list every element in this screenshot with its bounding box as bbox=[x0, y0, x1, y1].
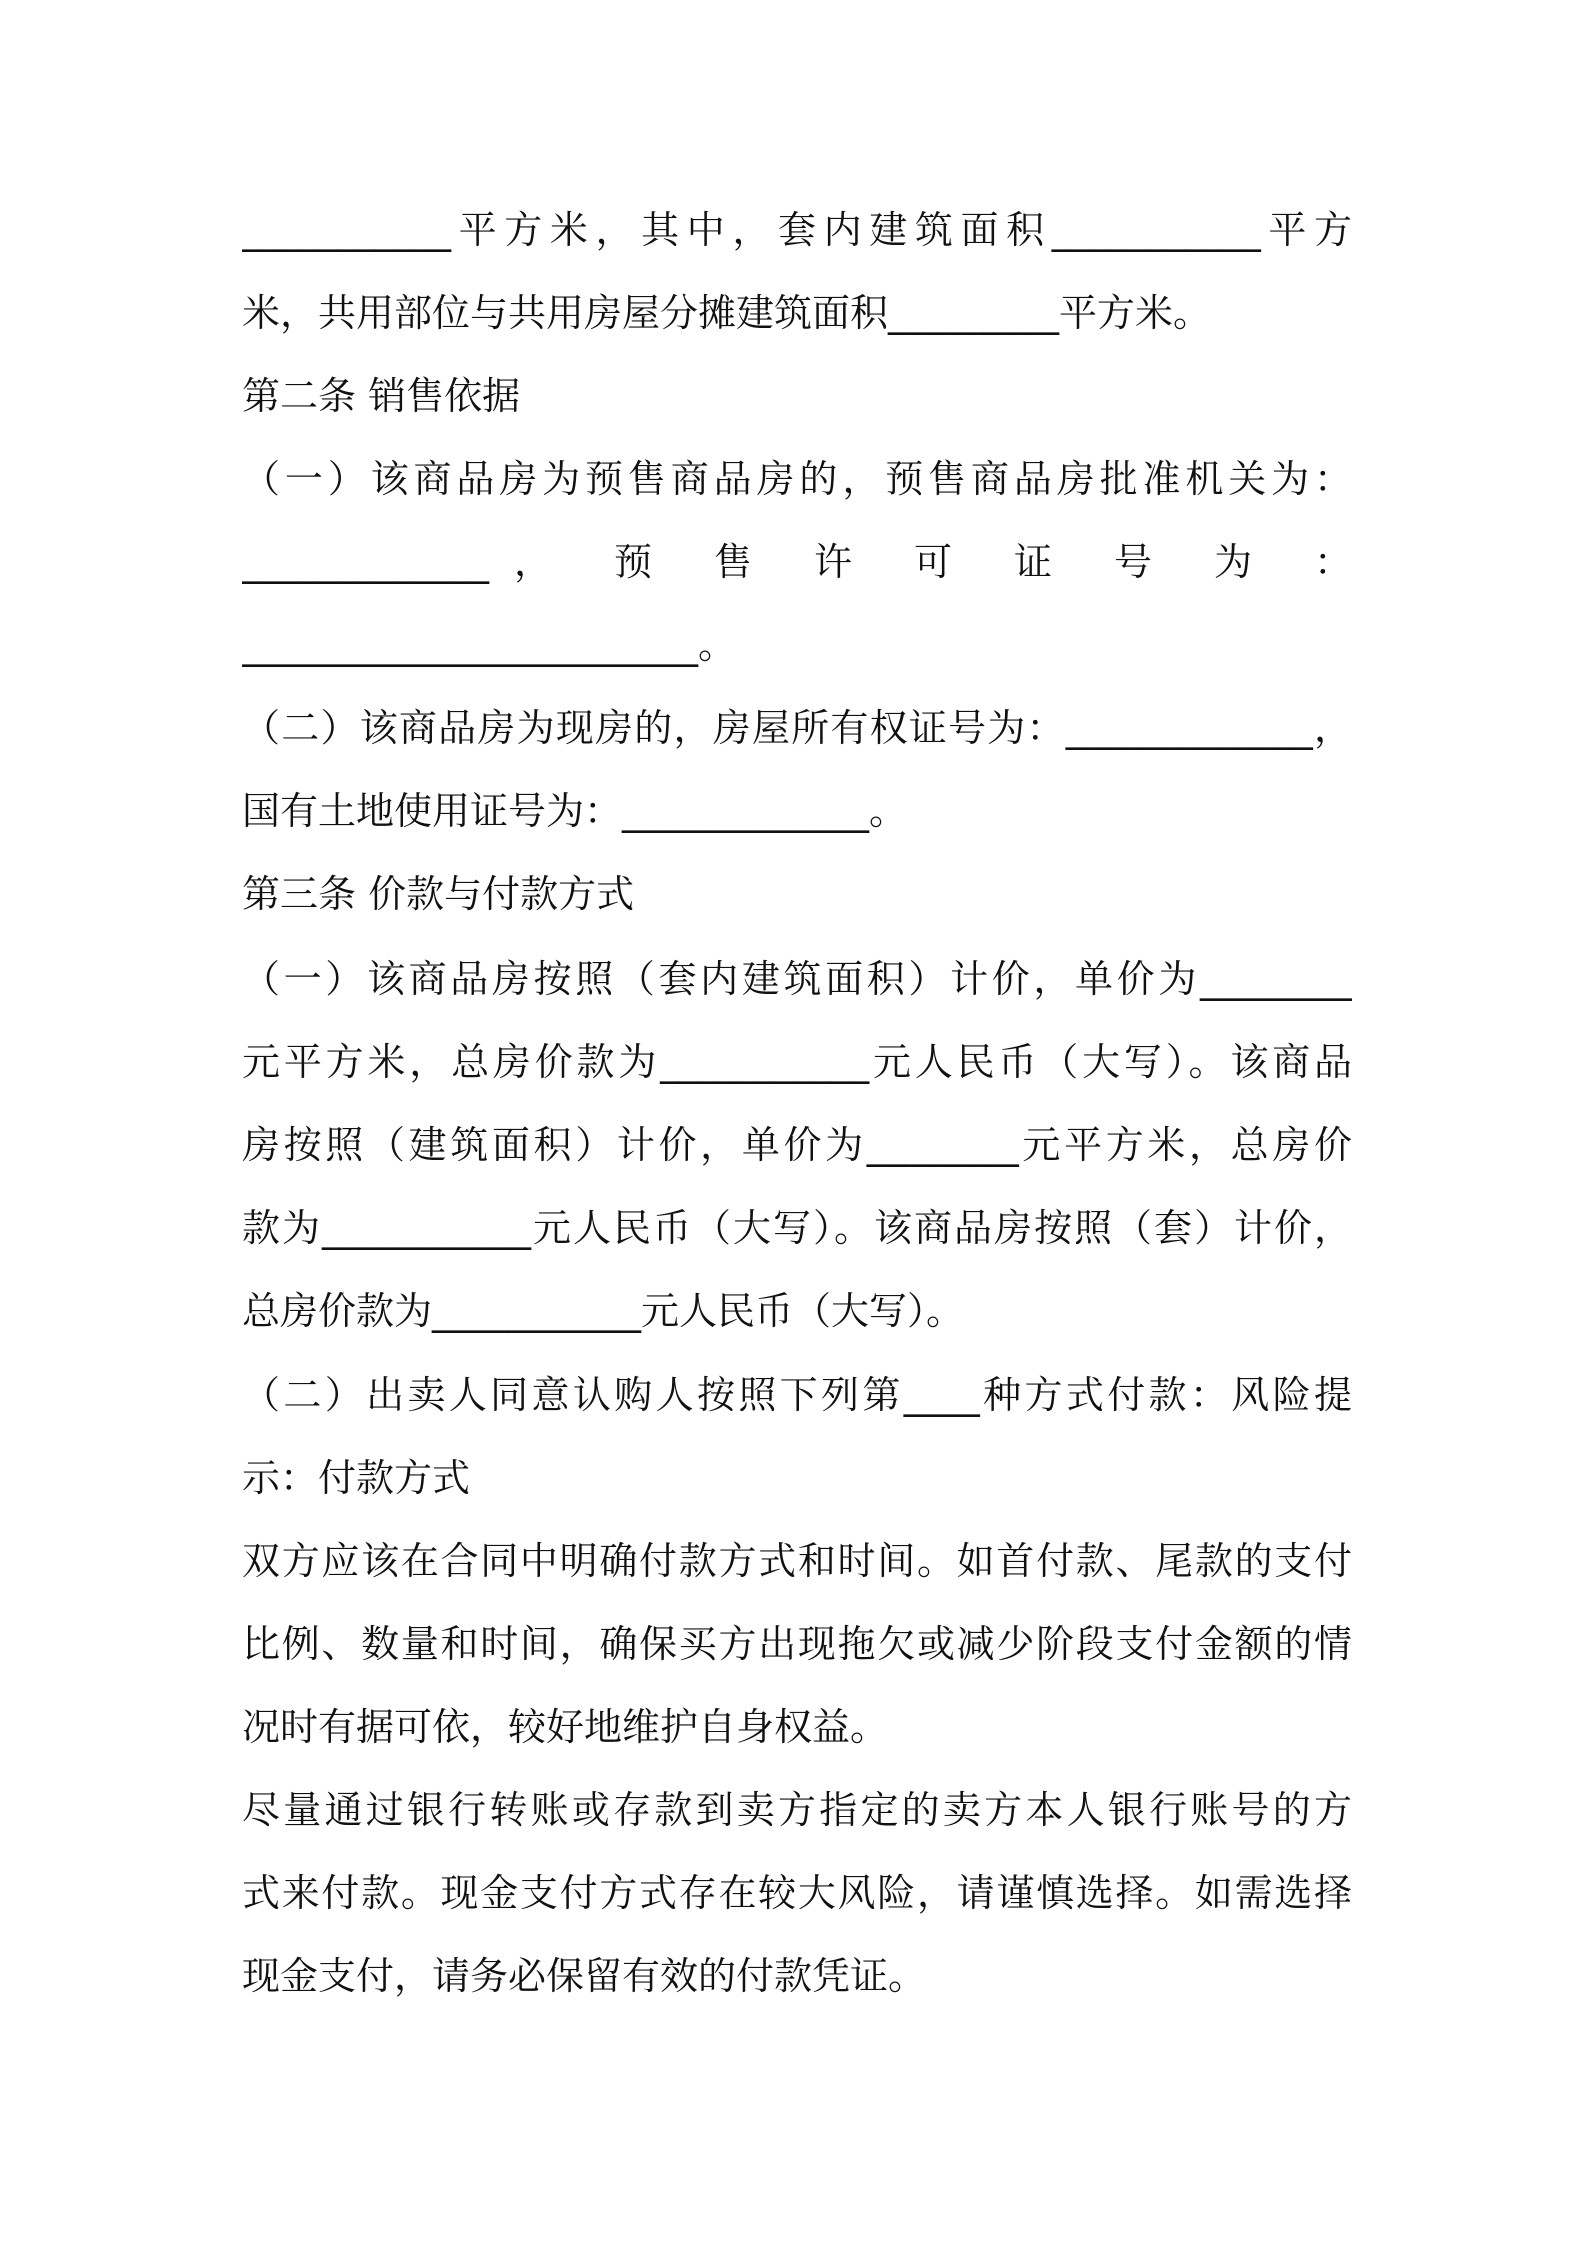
text-line: 米，共用部位与共用房屋分摊建筑面积_________平方米。 bbox=[242, 291, 1212, 335]
text-line: 房按照（建筑面积）计价，单价为________元平方米，总房价 bbox=[242, 1123, 1352, 1167]
text-line: 元平方米，总房价款为___________元人民币（大写）。该商品 bbox=[242, 1040, 1352, 1084]
text-line: （一）该商品房为预售商品房的，预售商品房批准机关为： bbox=[242, 457, 1352, 501]
text-line: 现金支付，请务必保留有效的付款凭证。 bbox=[242, 1954, 927, 1998]
text-line: 式来付款。现金支付方式存在较大风险，请谨慎选择。如需选择 bbox=[242, 1871, 1352, 1915]
text-line: 总房价款为___________元人民币（大写）。 bbox=[242, 1289, 965, 1333]
section-heading: 第二条 销售依据 bbox=[242, 374, 521, 418]
section-heading: 第三条 价款与付款方式 bbox=[242, 872, 635, 916]
text-line: 示：付款方式 bbox=[242, 1456, 471, 1500]
text-line: 尽量通过银行转账或存款到卖方指定的卖方本人银行账号的方 bbox=[242, 1788, 1352, 1832]
text-line: 双方应该在合同中明确付款方式和时间。如首付款、尾款的支付 bbox=[242, 1539, 1352, 1583]
text-line: _____________， 预 售 许 可 证 号 为 ： bbox=[242, 540, 1352, 584]
text-line: 况时有据可依，较好地维护自身权益。 bbox=[242, 1705, 889, 1749]
text-line: 比例、数量和时间，确保买方出现拖欠或减少阶段支付金额的情 bbox=[242, 1622, 1352, 1666]
text-line: ________________________。 bbox=[242, 623, 737, 667]
text-line: （二）出卖人同意认购人按照下列第____种方式付款：风险提 bbox=[242, 1373, 1352, 1417]
text-line: 款为___________元人民币（大写）。该商品房按照（套）计价， bbox=[242, 1206, 1352, 1250]
text-line: ___________平方米，其中，套内建筑面积___________平方 bbox=[242, 208, 1352, 252]
text-line: （二）该商品房为现房的，房屋所有权证号为：_____________， bbox=[242, 706, 1352, 750]
text-line: （一）该商品房按照（套内建筑面积）计价，单价为________ bbox=[242, 957, 1352, 1001]
text-line: 国有土地使用证号为：_____________。 bbox=[242, 789, 908, 833]
